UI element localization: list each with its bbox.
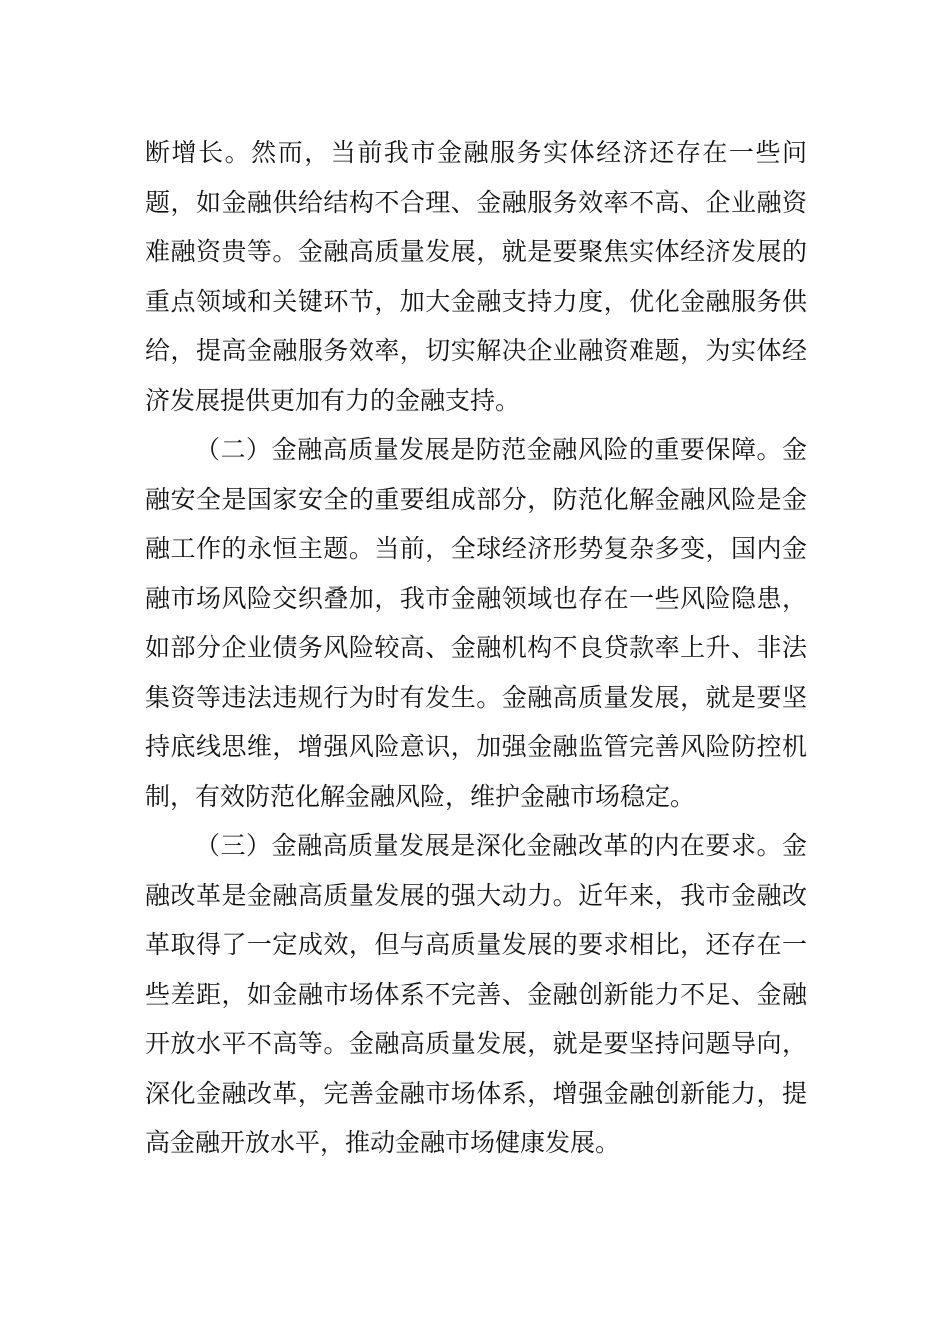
paragraph-section-three: （三）金融高质量发展是深化金融改革的内在要求。金融改革是金融高质量发展的强大动力。近年来，我市金融改革取得了一定成效，但与高质量发展的要求相比，还存在一些差距，如金融市场体系不完善、金融创新能力不足、金融开放水平不高等。金融高质量发展，就是要坚持问题导向，深化金融改革，完善金融市场体系，增强金融创新能力，提高金融开放水平，推动金融市场健康发展。 xyxy=(145,831,807,1157)
paragraph-continuation: 断增长。然而，当前我市金融服务实体经济还存在一些问题，如金融供给结构不合理、金融服务效率不高、企业融资难融资贵等。金融高质量发展，就是要聚焦实体经济发展的重点领域和关键环节，加大金融支持力度，优化金融服务供给，提高金融服务效率，切实解决企业融资难题，为实体经济发展提供更加有力的金融支持。 xyxy=(145,138,807,415)
document-body xyxy=(145,128,807,1168)
paragraph-section-two: （二）金融高质量发展是防范金融风险的重要保障。金融安全是国家安全的重要组成部分，防范化解金融风险是金融工作的永恒主题。当前，全球经济形势复杂多变，国内金融市场风险交织叠加，我市金融领域也存在一些风险隐患，如部分企业债务风险较高、金融机构不良贷款率上升、非法集资等违法违规行为时有发生。金融高质量发展，就是要坚持底线思维，增强风险意识，加强金融监管完善风险防控机制，有效防范化解金融风险，维护金融市场稳定。 xyxy=(145,435,807,811)
